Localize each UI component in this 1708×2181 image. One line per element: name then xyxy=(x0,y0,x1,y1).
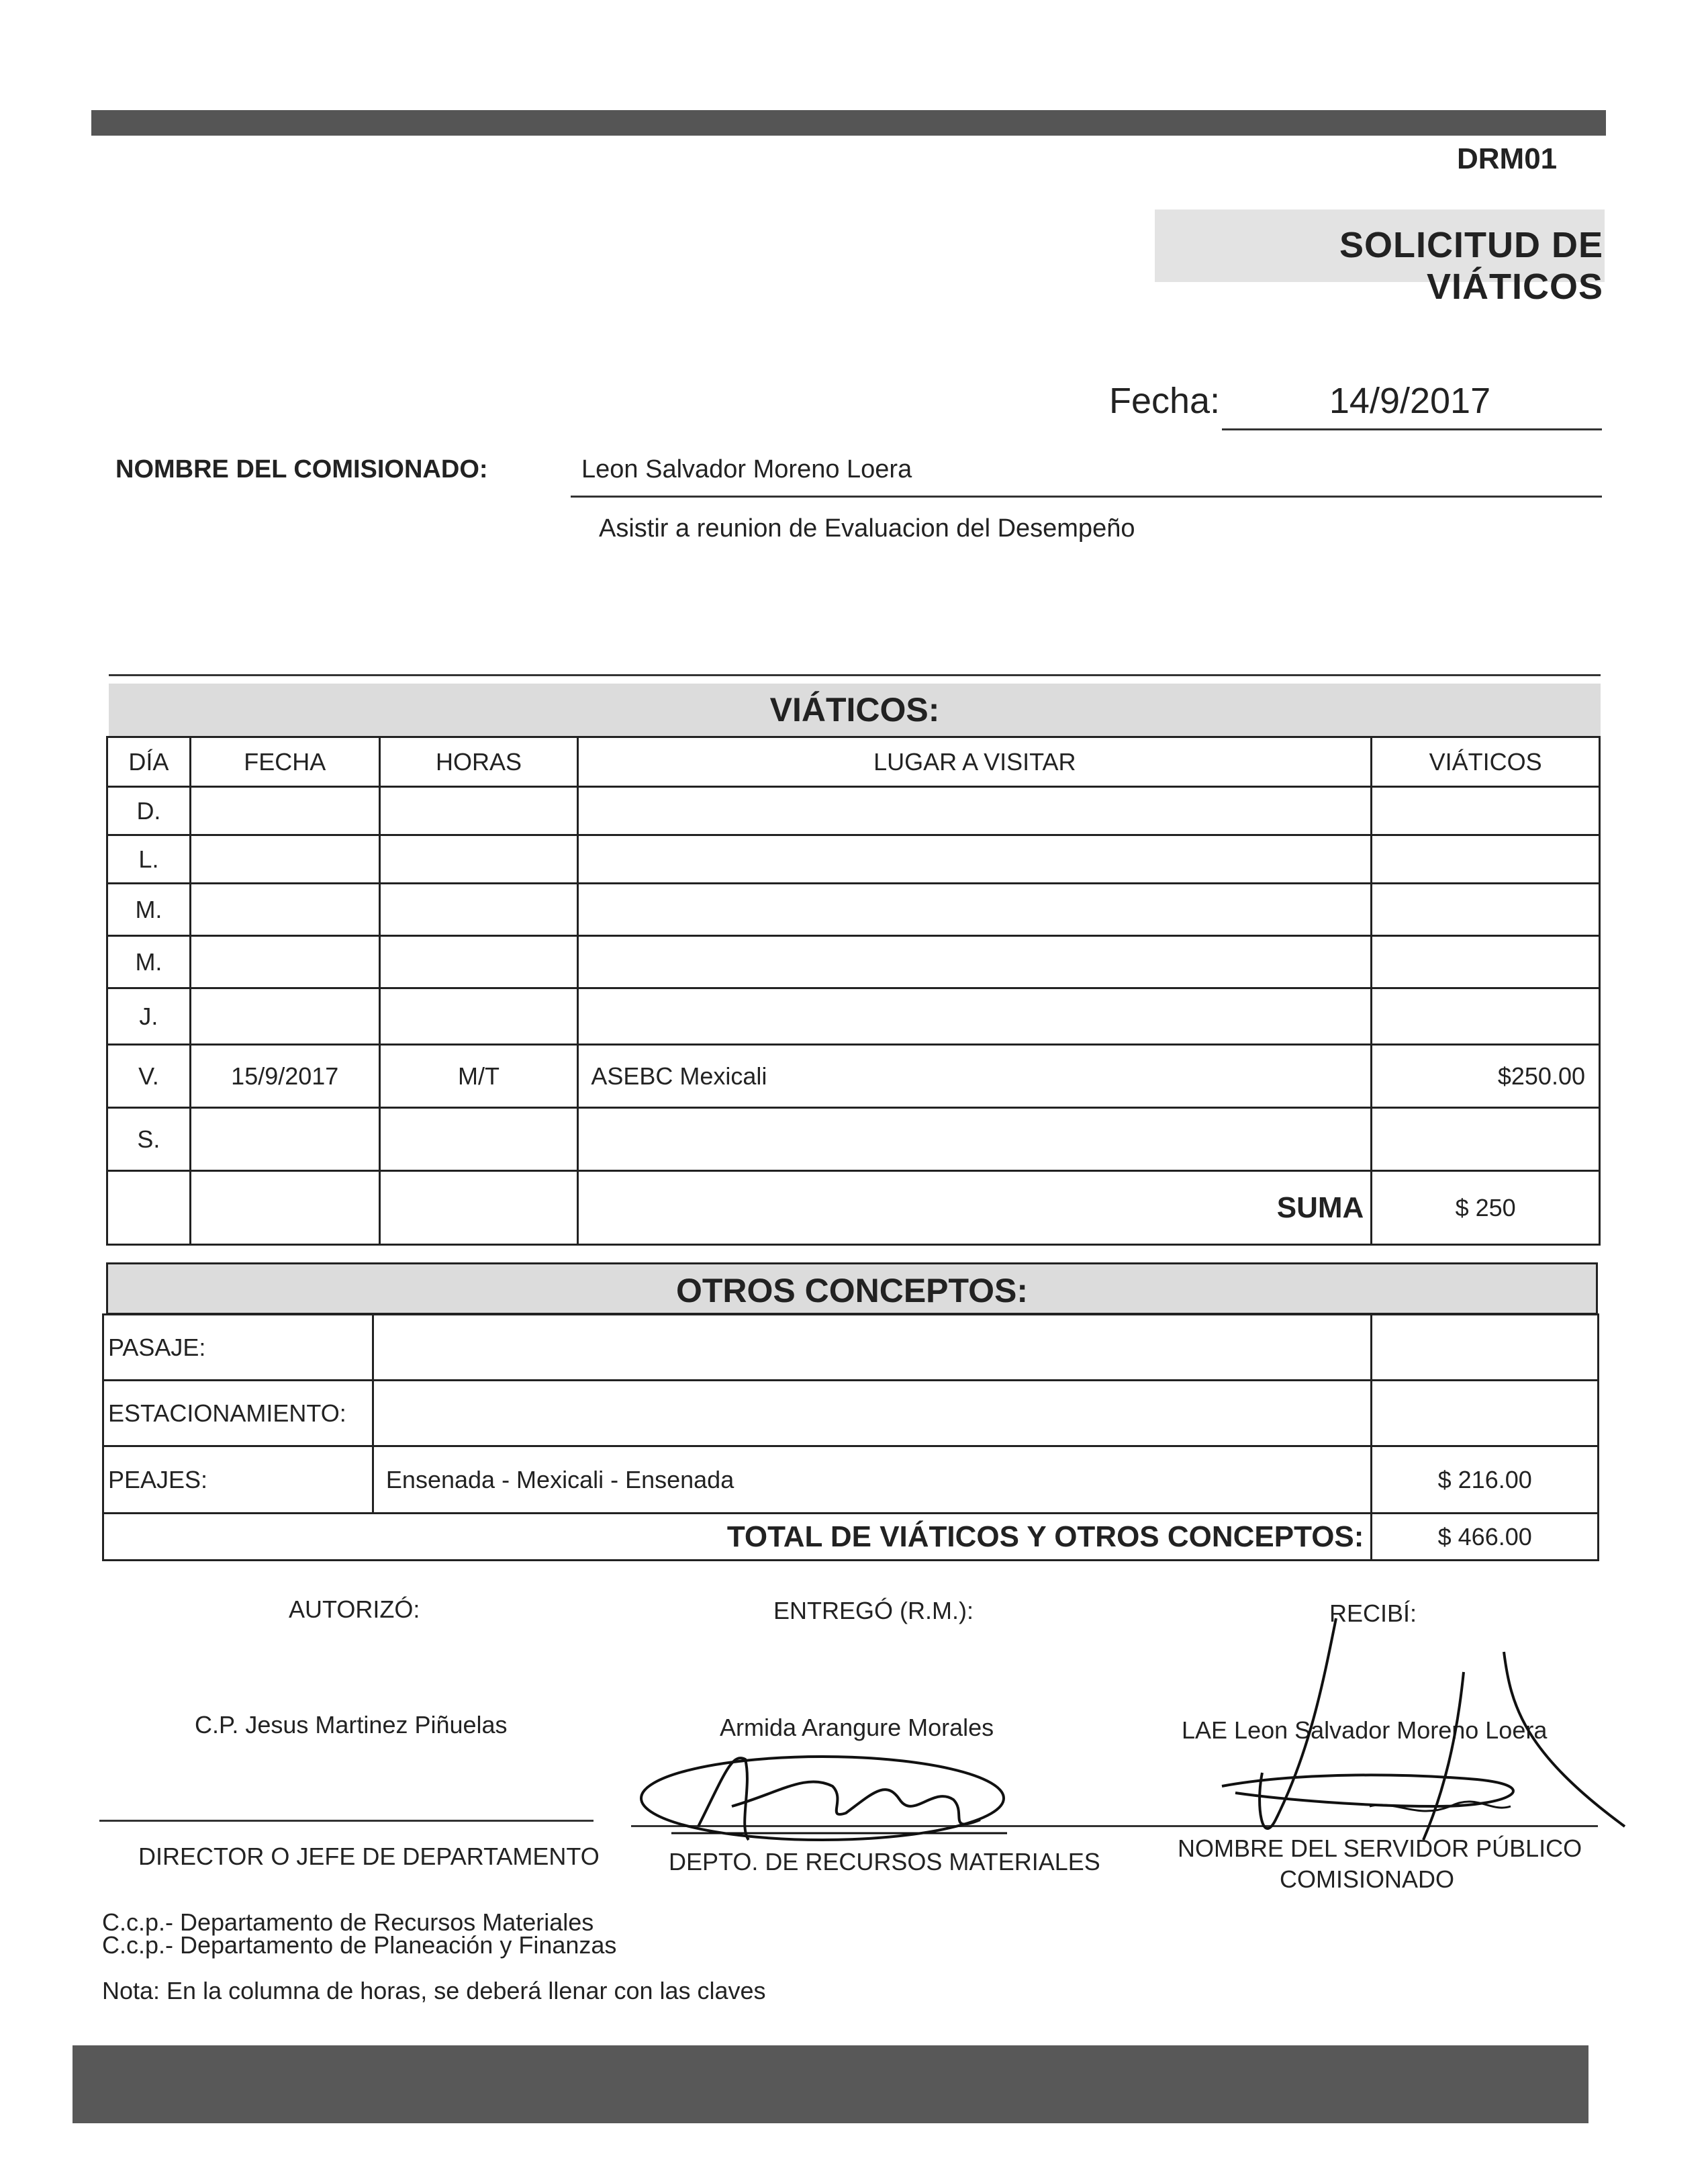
monto-cell xyxy=(1372,936,1600,988)
lugar-cell xyxy=(578,835,1372,884)
lugar-cell xyxy=(578,884,1372,936)
table-row xyxy=(107,988,1600,1045)
entrego-label: ENTREGÓ (R.M.): xyxy=(773,1597,974,1624)
autorizo-signature-line xyxy=(99,1820,594,1822)
entrego-cargo: DEPTO. DE RECURSOS MATERIALES xyxy=(669,1848,1100,1875)
lugar-cell xyxy=(578,1108,1372,1171)
lugar-cell xyxy=(578,988,1372,1045)
nota-text: Nota: En la columna de horas, se deberá llenar con las claves xyxy=(102,1977,766,2004)
motivo-text: Asistir a reunion de Evaluacion del Desempeño xyxy=(599,514,1135,543)
fecha-cell xyxy=(190,835,379,884)
table-row xyxy=(107,1045,1600,1108)
recibi-cargo-line2: COMISIONADO xyxy=(1280,1865,1455,1893)
monto-cell xyxy=(1372,787,1600,835)
fecha-cell xyxy=(190,1108,379,1171)
form-code: DRM01 xyxy=(1457,142,1558,175)
fecha-cell xyxy=(190,988,379,1045)
table-header-row xyxy=(107,737,1600,787)
col-header-lugar: LUGAR A VISITAR xyxy=(578,737,1372,787)
horas-cell xyxy=(379,988,578,1045)
empty-cell xyxy=(379,1171,578,1245)
table-row xyxy=(107,1108,1600,1171)
col-header-fecha: FECHA xyxy=(190,737,379,787)
form-title: SOLICITUD DE VIÁTICOS xyxy=(1339,225,1603,307)
viaticos-heading: VIÁTICOS: xyxy=(109,684,1601,736)
top-bar xyxy=(91,110,1606,136)
recibi-label: RECIBÍ: xyxy=(1329,1599,1417,1627)
concepto-label: PASAJE: xyxy=(103,1315,373,1381)
concepto-detalle: Ensenada - Mexicali - Ensenada xyxy=(373,1446,1372,1514)
dia-cell: V. xyxy=(107,1045,191,1108)
recibi-signature xyxy=(1195,1605,1631,1860)
col-header-dia: DÍA xyxy=(107,737,191,787)
suma-value: $ 250 xyxy=(1372,1171,1600,1245)
table-row xyxy=(107,936,1600,988)
concepto-monto xyxy=(1372,1315,1599,1381)
section-divider xyxy=(109,674,1601,676)
ccp-planeacion: C.c.p.- Departamento de Planeación y Finanzas xyxy=(102,1931,617,1959)
dia-cell: J. xyxy=(107,988,191,1045)
table-row xyxy=(103,1381,1599,1446)
total-row xyxy=(103,1514,1599,1561)
otros-table xyxy=(102,1313,1599,1561)
entrego-signature xyxy=(631,1746,1034,1860)
horas-cell xyxy=(379,936,578,988)
concepto-label: ESTACIONAMIENTO: xyxy=(103,1381,373,1446)
entrego-nombre: Armida Arangure Morales xyxy=(720,1714,994,1741)
total-value: $ 466.00 xyxy=(1372,1514,1599,1561)
suma-row xyxy=(107,1171,1600,1245)
fecha-value: 14/9/2017 xyxy=(1329,381,1491,421)
otros-heading: OTROS CONCEPTOS: xyxy=(106,1262,1598,1315)
ccp-recursos: C.c.p.- Departamento de Recursos Materiales xyxy=(102,1908,594,1936)
dia-cell: D. xyxy=(107,787,191,835)
autorizo-nombre: C.P. Jesus Martinez Piñuelas xyxy=(195,1711,508,1738)
nombre-label: NOMBRE DEL COMISIONADO: xyxy=(115,455,488,483)
recibi-cargo-line1: NOMBRE DEL SERVIDOR PÚBLICO xyxy=(1178,1835,1582,1862)
horas-cell xyxy=(379,1108,578,1171)
monto-cell xyxy=(1372,835,1600,884)
recibi-nombre: LAE Leon Salvador Moreno Loera xyxy=(1182,1716,1548,1744)
concepto-detalle xyxy=(373,1381,1372,1446)
lugar-cell xyxy=(578,787,1372,835)
horas-cell xyxy=(379,787,578,835)
fecha-label: Fecha: xyxy=(1109,381,1221,421)
fecha-cell xyxy=(190,787,379,835)
concepto-monto xyxy=(1372,1381,1599,1446)
dia-cell: M. xyxy=(107,936,191,988)
table-row xyxy=(107,884,1600,936)
monto-cell: $250.00 xyxy=(1372,1045,1600,1108)
nombre-value: Leon Salvador Moreno Loera xyxy=(581,455,912,483)
nombre-underline xyxy=(571,496,1602,498)
monto-cell xyxy=(1372,1108,1600,1171)
table-row xyxy=(107,787,1600,835)
suma-label: SUMA xyxy=(578,1171,1372,1245)
table-row xyxy=(107,835,1600,884)
empty-cell xyxy=(107,1171,191,1245)
horas-cell xyxy=(379,884,578,936)
dia-cell: L. xyxy=(107,835,191,884)
lugar-cell xyxy=(578,936,1372,988)
dia-cell: S. xyxy=(107,1108,191,1171)
empty-cell xyxy=(190,1171,379,1245)
fecha-cell xyxy=(190,936,379,988)
viaticos-table xyxy=(106,736,1601,1246)
col-header-viaticos: VIÁTICOS xyxy=(1372,737,1600,787)
horas-cell xyxy=(379,835,578,884)
fecha-underline xyxy=(1222,428,1602,430)
fecha-cell xyxy=(190,884,379,936)
table-row xyxy=(103,1446,1599,1514)
concepto-label: PEAJES: xyxy=(103,1446,373,1514)
bottom-bar xyxy=(73,2045,1588,2123)
total-label: TOTAL DE VIÁTICOS Y OTROS CONCEPTOS: xyxy=(103,1514,1372,1561)
monto-cell xyxy=(1372,988,1600,1045)
horas-cell: M/T xyxy=(379,1045,578,1108)
dia-cell: M. xyxy=(107,884,191,936)
autorizo-label: AUTORIZÓ: xyxy=(289,1595,420,1623)
concepto-detalle xyxy=(373,1315,1372,1381)
monto-cell xyxy=(1372,884,1600,936)
concepto-monto: $ 216.00 xyxy=(1372,1446,1599,1514)
table-row xyxy=(103,1315,1599,1381)
autorizo-cargo: DIRECTOR O JEFE DE DEPARTAMENTO xyxy=(138,1843,600,1870)
lugar-cell: ASEBC Mexicali xyxy=(578,1045,1372,1108)
fecha-cell: 15/9/2017 xyxy=(190,1045,379,1108)
col-header-horas: HORAS xyxy=(379,737,578,787)
